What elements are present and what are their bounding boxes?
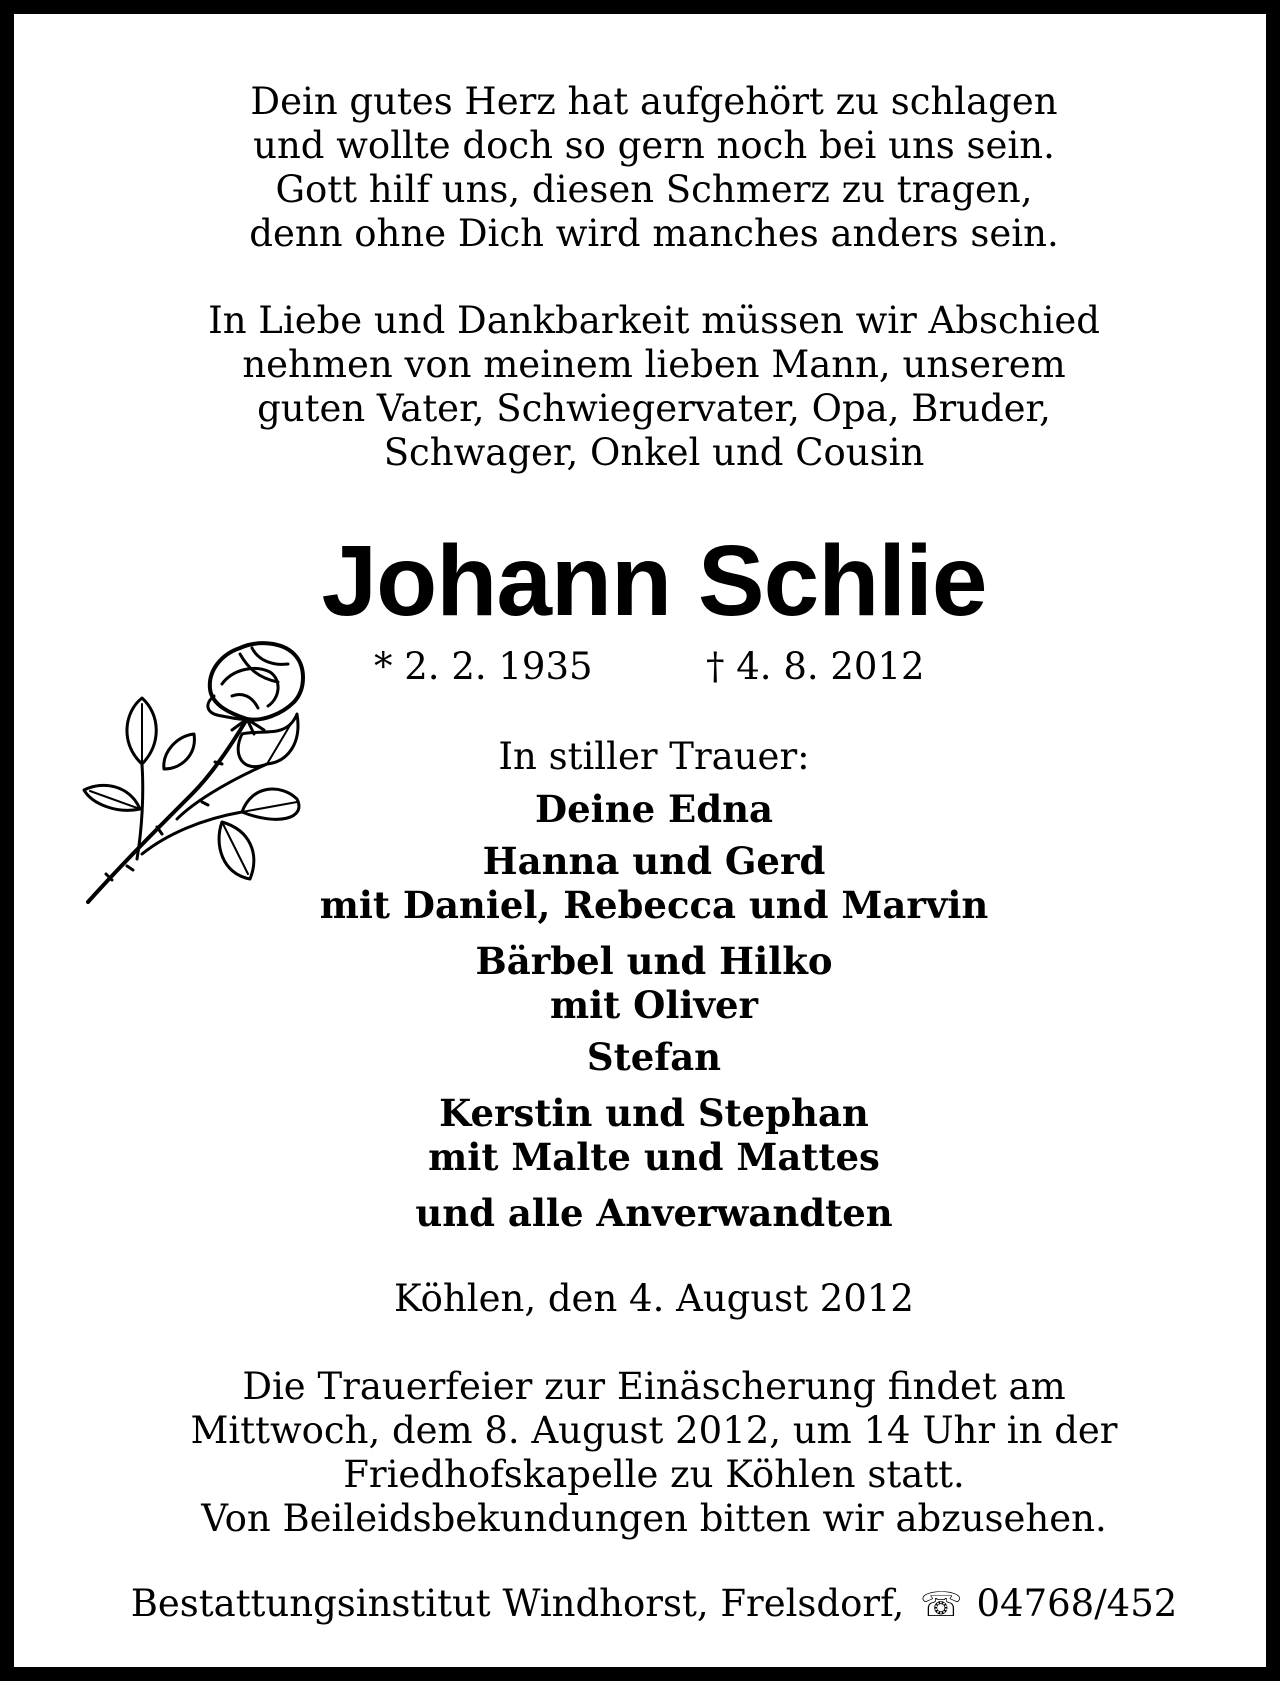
mourner-line: mit Malte und Mattes — [428, 1135, 880, 1179]
ceremony-line: Die Trauerfeier zur Einäscherung findet am — [242, 1365, 1066, 1408]
ceremony-line: Mittwoch, dem 8. August 2012, um 14 Uhr in der — [190, 1409, 1118, 1452]
verse-line: denn ohne Dich wird manches anders sein. — [249, 212, 1059, 255]
mourner-line: Bärbel und Hilko — [475, 939, 833, 983]
intro-line: In Liebe und Dankbarkeit müssen wir Abschied — [208, 299, 1100, 342]
deceased-name: Johann Schlie — [321, 525, 987, 637]
mourner-line: Hanna und Gerd — [482, 839, 826, 883]
ceremony-line: Friedhofskapelle zu Köhlen statt. — [343, 1453, 965, 1496]
intro-line: guten Vater, Schwiegervater, Opa, Bruder, — [257, 387, 1051, 430]
intro-line: Schwager, Onkel und Cousin — [383, 431, 925, 474]
phone-number: 04768/452 — [976, 1582, 1178, 1625]
mourners-heading: In stiller Trauer: — [498, 735, 810, 778]
telephone-icon: ☏ — [919, 1585, 963, 1625]
mourner-line: mit Daniel, Rebecca und Marvin — [319, 883, 989, 927]
ceremony-line: Von Beileidsbekundungen bitten wir abzusehen. — [201, 1497, 1107, 1540]
verse-line: und wollte doch so gern noch bei uns sein. — [253, 124, 1055, 167]
mourner-line: mit Oliver — [549, 983, 759, 1027]
death-date: † 4. 8. 2012 — [706, 645, 925, 688]
verse-line: Gott hilf uns, diesen Schmerz zu tragen, — [275, 168, 1033, 211]
undertaker-name: Bestattungsinstitut Windhorst, Frelsdorf, — [130, 1582, 905, 1625]
mourner-line: Stefan — [586, 1035, 722, 1079]
intro-line: nehmen von meinem lieben Mann, unserem — [242, 343, 1066, 386]
place-date: Köhlen, den 4. August 2012 — [394, 1277, 914, 1320]
undertaker-line — [14, 1582, 1280, 1627]
mourner-line: Kerstin und Stephan — [439, 1091, 869, 1135]
mourner-line: Deine Edna — [535, 787, 773, 831]
mourner-line: und alle Anverwandten — [415, 1191, 893, 1235]
birth-date: * 2. 2. 1935 — [374, 645, 593, 688]
verse-line: Dein gutes Herz hat aufgehört zu schlagen — [250, 80, 1058, 123]
